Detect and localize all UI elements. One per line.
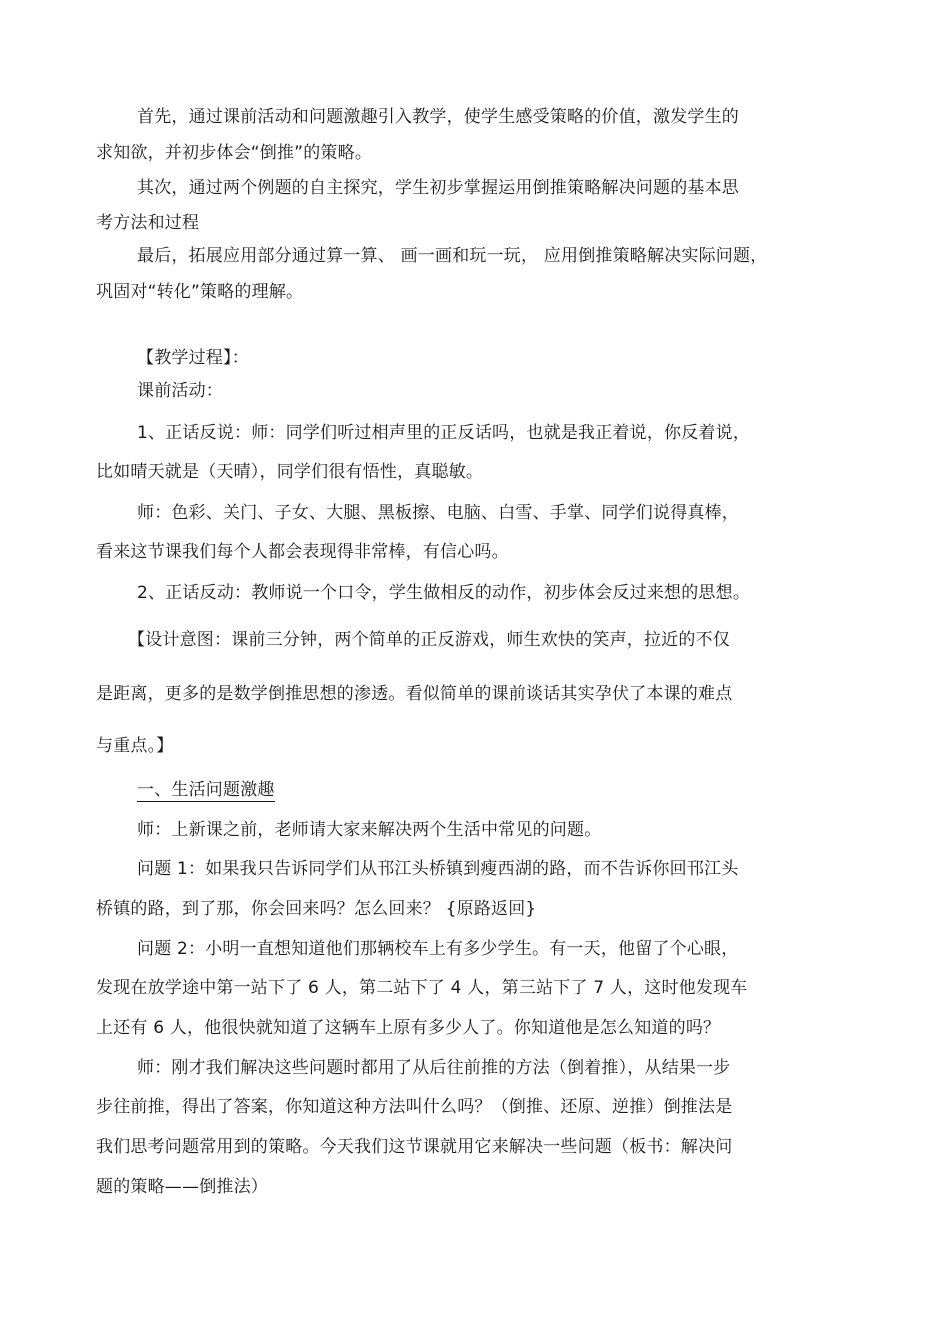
teacher-summary-line-1: 师：刚才我们解决这些问题时都用了从后往前推的方法（倒着推），从结果一步 <box>137 1058 731 1078</box>
intro-line-2: 求知欲，并初步体会“倒推”的策略。 <box>96 143 373 163</box>
section-heading-life-problems: 一、生活问题激趣 <box>137 780 275 800</box>
design-intent-line-1: 【设计意图：课前三分钟，两个简单的正反游戏，师生欢快的笑声，拉近的不仅 <box>128 630 730 650</box>
subheading-pre-class: 课前活动： <box>137 381 223 401</box>
problem-1-line-2: 桥镇的路，到了那，你会回来吗？怎么回来？ {原路返回} <box>96 899 537 919</box>
intro-line-6: 巩固对“转化”策略的理解。 <box>96 282 304 302</box>
intro-line-5: 最后，拓展应用部分通过算一算、 画一画和玩一玩， 应用倒推策略解决实际问题， <box>137 246 768 266</box>
activity-line-4: 看来这节课我们每个人都会表现得非常棒，有信心吗。 <box>96 542 509 562</box>
design-intent-line-2: 是距离，更多的是数学倒推思想的渗透。看似简单的课前谈话其实孕伏了本课的难点 <box>96 684 733 704</box>
problem-2-line-3: 上还有 6 人，他很快就知道了这辆车上原有多少人了。你知道他是怎么知道的吗？ <box>96 1018 721 1038</box>
design-intent-line-3: 与重点。】 <box>96 736 174 756</box>
section-heading-process: 【教学过程】： <box>137 348 249 368</box>
activity-line-1: 1、正话反说：师：同学们听过相声里的正反话吗，也就是我正着说，你反着说， <box>137 423 751 443</box>
activity-line-3: 师：色彩、关门、子女、大腿、黑板擦、电脑、白雪、手掌、同学们说得真棒， <box>137 503 739 523</box>
problem-2-line-1: 问题 2：小明一直想知道他们那辆校车上有多少学生。有一天，他留了个心眼， <box>137 939 739 959</box>
activity-line-2: 比如晴天就是（天晴），同学们很有悟性，真聪敏。 <box>96 462 484 482</box>
teacher-summary-line-4: 题的策略——倒推法） <box>96 1177 268 1197</box>
teacher-line-1: 师：上新课之前，老师请大家来解决两个生活中常见的问题。 <box>137 820 602 840</box>
problem-1-line-1: 问题 1：如果我只告诉同学们从邗江头桥镇到瘦西湖的路，而不告诉你回邗江头 <box>137 859 739 879</box>
activity-line-5: 2、正话反动：教师说一个口令，学生做相反的动作，初步体会反过来想的思想。 <box>137 583 751 603</box>
intro-line-4: 考方法和过程 <box>96 213 200 233</box>
teacher-summary-line-2: 步往前推，得出了答案，你知道这种方法叫什么吗？（倒推、还原、逆推）倒推法是 <box>96 1097 733 1117</box>
teacher-summary-line-3: 我们思考问题常用到的策略。今天我们这节课就用它来解决一些问题（板书：解决问 <box>96 1137 733 1157</box>
intro-line-1: 首先，通过课前活动和问题激趣引入教学，使学生感受策略的价值，激发学生的 <box>137 107 739 127</box>
problem-2-line-2: 发现在放学途中第一站下了 6 人，第二站下了 4 人，第三站下了 7 人，这时他发现车 <box>96 978 748 998</box>
intro-line-3: 其次，通过两个例题的自主探究，学生初步掌握运用倒推策略解决问题的基本思 <box>137 178 739 198</box>
